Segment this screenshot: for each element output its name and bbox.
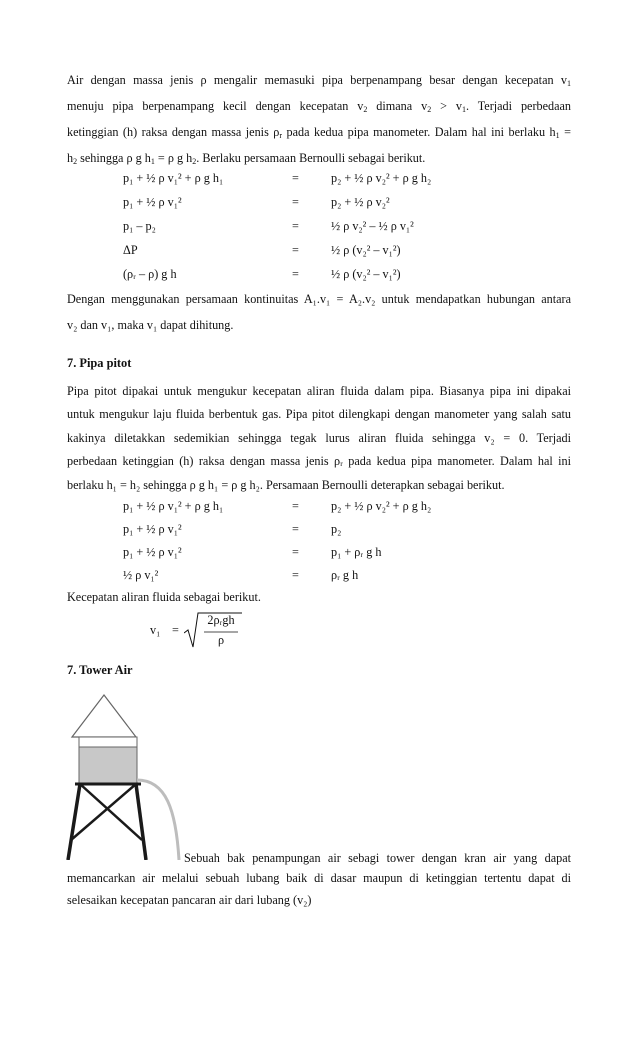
continuity-line-2: v₂ dan v₁, maka v₁ dapat dihitung.: [67, 318, 234, 332]
equation-rhs: ½ ρ v₂² – ½ ρ v₁²: [331, 219, 414, 233]
tower-line-1: Sebuah bak penampungan air sebagi tower dengan kran air yang dapat: [184, 851, 571, 865]
equation-rhs: p₂ + ½ ρ v₂² + ρ g h₂: [331, 171, 432, 185]
intro-line-2: menuju pipa berpenampang kecil dengan kecepatan $v_2$ dimana $v_2 > v_1$. Terjadi perbedaan: [67, 99, 572, 114]
equation-equals: =: [292, 522, 299, 536]
equation-equals: =: [292, 545, 299, 559]
intro-line-3: ketinggian (h) raksa dengan massa jenis $\rho_r$ pada kedua pipa manometer. Dalam hal ini berlaku $h_1$ =: [67, 125, 572, 140]
equation-row: [0, 171, 638, 187]
equation-lhs: p₁ + ½ ρ v₁² + ρ g h₁: [123, 499, 224, 513]
formula-numerator: 2ρᵣgh: [207, 613, 235, 627]
equation-row: [0, 522, 638, 538]
tower-leg-left: [68, 784, 80, 860]
equation-lhs: p₁ – p₂: [123, 219, 156, 233]
equation-lhs: ΔP: [123, 243, 138, 257]
equation-row: [0, 545, 638, 561]
equation-lhs: p₁ + ½ ρ v₁²: [123, 522, 182, 536]
tower-leg-right: [136, 784, 146, 860]
equation-row: [0, 243, 638, 259]
tower-water: [79, 747, 137, 784]
tower-line-2: memancarkan air melalui sebuah lubang baik di dasar maupun di ketinggian tertentu dapat di: [67, 871, 571, 885]
formula-lhs: v₁: [150, 623, 161, 637]
equation-equals: =: [292, 219, 299, 233]
equation-equals: =: [292, 243, 299, 257]
equation-row: [0, 195, 638, 211]
equation-equals: =: [292, 568, 299, 582]
intro-line-1: Air dengan massa jenis ρ mengalir memasuki pipa berpenampang besar dengan kecepatan $v_1$: [67, 73, 571, 88]
equation-lhs: (ρᵣ – ρ) g h: [123, 267, 177, 281]
pitot-line: untuk mengukur laju fluida berbentuk gas. Pipa pitot dilengkapi dengan manometer yang salah satu: [67, 407, 571, 421]
equation-row: [0, 568, 638, 584]
equation-lhs: p₁ + ½ ρ v₁²: [123, 545, 182, 559]
equation-row: [0, 499, 638, 515]
section-heading-tower: 7. Tower Air: [67, 663, 133, 677]
water-tower-illustration: [64, 690, 194, 860]
velocity-formula: [150, 611, 270, 651]
equation-rhs: p₂: [331, 522, 342, 536]
formula-equals: =: [172, 623, 179, 637]
pitot-line: kakinya diletakkan sedemikian sehingga tegak lurus aliran fluida sehingga v₂ = 0. Terjadi: [67, 431, 571, 445]
equation-rhs: p₂ + ½ ρ v₂²: [331, 195, 390, 209]
equation-lhs: p₁ + ½ ρ v₁² + ρ g h₁: [123, 171, 224, 185]
equation-lhs: p₁ + ½ ρ v₁²: [123, 195, 182, 209]
section-heading-pitot: 7. Pipa pitot: [67, 356, 132, 370]
formula-denominator: ρ: [217, 633, 225, 647]
intro-line-4: $h_2$ sehingga ρ g $h_1 = \rho$ g $h_2$. Berlaku persamaan Bernoulli sebagai berikut.: [67, 151, 426, 166]
equation-rhs: ½ ρ (v₂² – v₁²): [331, 267, 401, 281]
equation-row: [0, 267, 638, 283]
equation-rhs: p₂ + ½ ρ v₂² + ρ g h₂: [331, 499, 432, 513]
tower-line-3: selesaikan kecepatan pancaran air dari lubang (v₂): [67, 893, 312, 907]
pitot-line: Pipa pitot dipakai untuk mengukur kecepatan aliran fluida dalam pipa. Biasanya pipa ini dipakai: [67, 384, 571, 398]
tower-tank-top: [79, 737, 137, 747]
velocity-label: Kecepatan aliran fluida sebagai berikut.: [67, 590, 261, 604]
equation-lhs: ½ ρ v₁²: [123, 568, 159, 582]
continuity-line-1: Dengan menggunakan persamaan kontinuitas A₁.v₁ = A₂.v₂ untuk mendapatkan hubungan antara: [67, 292, 571, 306]
equation-row: [0, 219, 638, 235]
equation-equals: =: [292, 267, 299, 281]
equation-rhs: p₁ + ρᵣ g h: [331, 545, 382, 559]
equation-equals: =: [292, 195, 299, 209]
pitot-line: berlaku h₁ = h₂ sehingga ρ g h₁ = ρ g h₂. Persamaan Bernoulli deterapkan sebagai berikut.: [67, 478, 505, 492]
equation-rhs: ρᵣ g h: [331, 568, 359, 582]
pitot-line: perbedaan ketinggian (h) raksa dengan massa jenis ρᵣ pada kedua pipa manometer. Dalam hal ini: [67, 454, 571, 468]
equation-rhs: ½ ρ (v₂² – v₁²): [331, 243, 401, 257]
tower-roof: [72, 695, 136, 737]
equation-equals: =: [292, 499, 299, 513]
equation-equals: =: [292, 171, 299, 185]
